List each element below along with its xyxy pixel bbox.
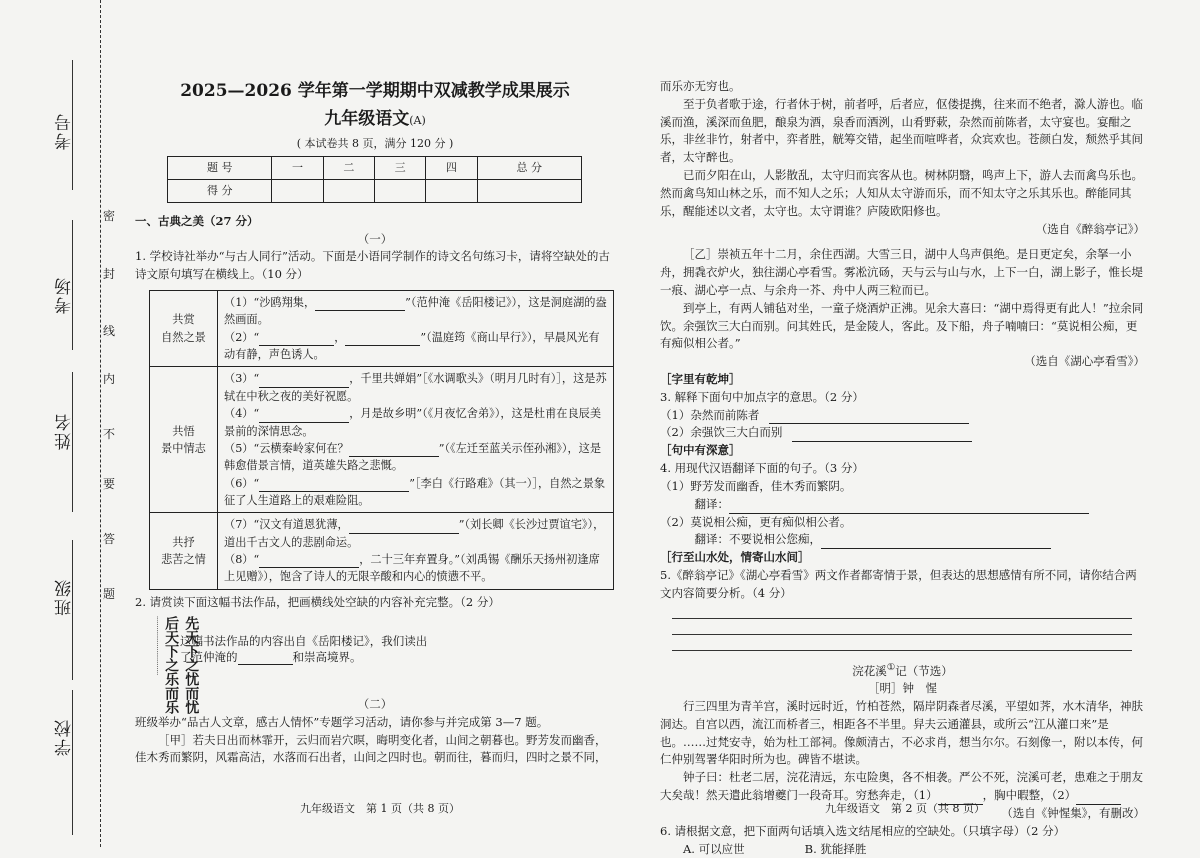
page-footer-1: 九年级语文 第 1 页（共 8 页） bbox=[300, 802, 460, 815]
footnote-mark: ① bbox=[886, 661, 896, 673]
page-1-column bbox=[135, 78, 615, 714]
category-text: 共悟 景中情志 bbox=[161, 424, 206, 455]
answer-blank[interactable] bbox=[1076, 792, 1121, 805]
calligraphy-inscription: ······························· bbox=[153, 615, 160, 675]
calligraphy-question-text bbox=[180, 633, 430, 665]
item-text: （7）“汉文有道恩犹薄， bbox=[224, 518, 349, 532]
source-note: （选自《钟惺集》，有删改） bbox=[1001, 805, 1145, 820]
score-cell: 二 bbox=[323, 156, 374, 179]
q-text: （2）余强饮三大白而别 bbox=[660, 425, 783, 440]
subject-text: 九年级语文 bbox=[324, 109, 410, 130]
title-text: 记（节选） bbox=[895, 663, 953, 678]
activity-intro: 班级举办“品古人文章，感古人情怀”专题学习活动，请你参与并完成第 3—7 题。 bbox=[135, 714, 549, 729]
answer-line[interactable] bbox=[672, 637, 1132, 651]
question-4: 4. 用现代汉语翻译下面的句子。（3 分） bbox=[660, 461, 864, 476]
p-text: 。自宫以西，流江而桥者三，相距各不半里。舁夫 bbox=[683, 716, 936, 731]
item-text: ， bbox=[334, 330, 346, 344]
item-7 bbox=[224, 516, 607, 551]
translation-1 bbox=[660, 496, 1145, 514]
item-text: ，二十三年弃置身。”（刘禹锡《酬乐天扬州初逢席上见赠》），饱含了诗人的无限辛酸和内心的愤懑不平。 bbox=[224, 553, 600, 584]
category-text: 共抒 悲苦之情 bbox=[161, 535, 206, 567]
passage-author: ［明］钟 惺 bbox=[868, 681, 937, 696]
seal-char: 题 bbox=[103, 587, 116, 601]
passage-yi: ［乙］崇祯五年十二月，余住西湖。大雪三日，湖中人鸟声俱绝。是日更定矣，余拏一小舟，拥毳衣炉火，独往湖心亭看雪。雾凇沆砀，天与云与山与水，上下一白，湖上影子，惟长堤一痕、湖心亭一点、与余舟一芥、舟中人两三粒而已。 bbox=[660, 247, 1143, 297]
answer-line[interactable] bbox=[672, 605, 1132, 619]
question-4-1: （1）野芳发而幽香，佳木秀而繁阴。 bbox=[660, 478, 852, 493]
item-6 bbox=[224, 475, 607, 510]
class-line bbox=[72, 540, 73, 680]
page-2-column bbox=[660, 78, 1145, 858]
exam-room-label: 考场 bbox=[55, 276, 75, 314]
item-1 bbox=[224, 294, 607, 329]
translation-2 bbox=[660, 531, 1145, 549]
p-text: 不死，浣溪可老，患难之于朋友大矣哉！然天遣此翁增夔门一段奇耳。穷愁奔走，（1） bbox=[660, 770, 1143, 803]
score-cell: 题 号 bbox=[168, 156, 272, 179]
score-input[interactable] bbox=[374, 179, 425, 202]
q-text: （1）杂然而前陈者 bbox=[660, 407, 760, 422]
exam-subject bbox=[135, 106, 615, 132]
p-text: ，胸中暇整 bbox=[982, 788, 1041, 803]
answer-blank[interactable] bbox=[259, 375, 349, 388]
options bbox=[660, 841, 1145, 858]
exam-title: 2025—2026 学年第一学期期中双减教学成果展示 bbox=[180, 81, 570, 101]
category-cell bbox=[150, 513, 218, 589]
score-value-row bbox=[168, 179, 582, 202]
item-text: ”（《左迁至蓝关示侄孙湘》），这是韩愈借景言情，道英雄失路之悲慨。 bbox=[224, 441, 602, 473]
seal-char: 答 bbox=[103, 532, 116, 546]
answer-blank[interactable] bbox=[238, 652, 293, 665]
binding-margin bbox=[0, 0, 118, 847]
score-cell: 三 bbox=[374, 156, 425, 179]
answer-blank[interactable] bbox=[259, 555, 359, 568]
exam-room-line bbox=[72, 220, 73, 350]
question-3-2 bbox=[660, 424, 1145, 442]
answer-line[interactable] bbox=[672, 621, 1132, 635]
question-6: 6. 请根据文意，把下面两句话填入选文结尾相应的空缺处。（只填字母）（2 分） bbox=[660, 823, 1066, 838]
part-two bbox=[135, 696, 615, 767]
score-input[interactable] bbox=[323, 179, 374, 202]
calligraphy-column-1: 先天下之忧而忧 bbox=[183, 615, 200, 714]
score-cell: 一 bbox=[272, 156, 323, 179]
item-3 bbox=[224, 370, 607, 405]
category-text: 共赏 自然之景 bbox=[161, 313, 206, 344]
p-text: 钟子曰：杜老二居，浣花清远，东屯险奥，各不相袭。严公 bbox=[683, 770, 982, 785]
answer-blank[interactable] bbox=[769, 411, 969, 424]
score-cell: 四 bbox=[426, 156, 477, 179]
exam-number-label: 考号 bbox=[55, 112, 75, 150]
item-cell bbox=[218, 513, 614, 589]
p-text: ，神肤洞达 bbox=[660, 699, 1143, 731]
passage-jia-cont: 而乐亦无穷也。 bbox=[660, 79, 741, 93]
seal-char: 不 bbox=[103, 427, 116, 441]
item-text: （4）“ bbox=[224, 407, 260, 421]
subsection-label: （一） bbox=[357, 231, 393, 246]
calligraphy-column-2: 后天下之乐而乐 bbox=[163, 615, 180, 714]
question-1: 1. 学校诗社举办“与古人同行”活动。下面是小语同学制作的诗文名句练习卡，请将空缺处的古诗文原句填写在横线上。（10 分） bbox=[135, 249, 610, 282]
calligraphy-desc-2 bbox=[180, 649, 430, 665]
score-input[interactable] bbox=[477, 179, 581, 202]
p-text: 云通灌县，或所云“江从灌口来”是也。……过梵安寺，始为杜工部祠。像颇清古，不必求肖，想当尔尔。石刻像一，附以本传，何仁仲别驾署华阳时所为也。碑皆不堪读。 bbox=[660, 716, 1143, 767]
seal-char: 要 bbox=[103, 477, 116, 491]
class-label: 班级 bbox=[55, 578, 75, 616]
score-header-row bbox=[168, 156, 582, 179]
answer-blank[interactable] bbox=[349, 521, 459, 534]
section-heading: 一、古典之美（27 分） bbox=[135, 213, 259, 228]
subsection-label: （二） bbox=[357, 697, 393, 711]
page-footer-2: 九年级语文 第 2 页（共 8 页） bbox=[825, 802, 985, 815]
item-text: ，千里共婵娟”［《水调歌头》（明月几时有）］，这是苏轼在中秋之夜的美好祝愿。 bbox=[224, 372, 607, 403]
item-text: （6）“ bbox=[224, 476, 260, 490]
score-cell: 总 分 bbox=[477, 156, 581, 179]
option-b: B. 犹能择胜 bbox=[804, 841, 867, 856]
desc-text: 了范仲淹的 bbox=[180, 650, 238, 664]
category-cell bbox=[150, 290, 218, 366]
item-text: ”（范仲淹《岳阳楼记》），这是洞庭湖的盎然画面。 bbox=[224, 295, 607, 327]
item-5 bbox=[224, 440, 607, 475]
exam-note: ( 本试卷共 8 页，满分 120 分 ) bbox=[296, 136, 454, 150]
item-text: ，月是故乡明”（《月夜忆舍弟》），这是杜甫在良辰美景前的深情思念。 bbox=[224, 407, 602, 438]
item-text: （8）“ bbox=[224, 553, 260, 567]
exam-number-line bbox=[72, 60, 73, 190]
answer-blank[interactable] bbox=[349, 444, 439, 457]
task-heading: ［句中有深意］ bbox=[660, 443, 741, 458]
school-line bbox=[72, 690, 73, 835]
option-a: A. 可以应世 bbox=[683, 841, 745, 856]
q-text: 翻译：不要说相公您痴， bbox=[694, 532, 821, 547]
school-label: 学校 bbox=[55, 718, 75, 756]
task-heading: ［行至山水处，情寄山水间］ bbox=[660, 550, 810, 565]
answer-blank[interactable] bbox=[792, 429, 972, 442]
score-table bbox=[167, 156, 582, 203]
passage-jia-p2: 至于负者歌于途，行者休于树，前者呼，后者应，伛偻提携，往来而不绝者，滁人游也。临溪而渔，溪深而鱼肥，酿泉为酒，泉香而酒洌，山肴野蔌，杂然而前陈者，太守宴也。宴酣之乐，非丝非竹，射者中，弈者胜，觥筹交错，起坐而喧哗者，众宾欢也。苍颜白发，颓然乎其间者，太守醉也。 bbox=[660, 96, 1143, 165]
title-text: 浣花溪 bbox=[852, 663, 887, 678]
desc-text: 和崇高境界。 bbox=[292, 650, 362, 664]
seal-char: 内 bbox=[103, 372, 116, 386]
item-8 bbox=[224, 551, 607, 586]
item-text: ”［李白《行路难》（其一）］，自然之景象征了人生道路上的艰难险阻。 bbox=[224, 476, 606, 507]
seal-char: 密 bbox=[103, 209, 116, 223]
item-text: （3）“ bbox=[224, 372, 260, 386]
item-text: ”（温庭筠《商山早行》），早晨风光有动有静，声色诱人。 bbox=[224, 330, 600, 362]
passage-bing bbox=[660, 698, 1145, 769]
question-3: 3. 解释下面句中加点字的意思。（2 分） bbox=[660, 389, 864, 404]
item-4 bbox=[224, 405, 607, 440]
answer-blank[interactable] bbox=[259, 333, 334, 346]
score-input[interactable] bbox=[272, 179, 323, 202]
passage-jia: ［甲］若夫日出而林霏开，云归而岩穴暝，晦明变化者，山间之朝暮也。野芳发而幽香，佳木秀而繁阴，风霜高洁，水落而石出者，山间之四时也。朝而往，暮而归，四时之景不同， bbox=[135, 732, 607, 765]
score-cell: 得 分 bbox=[168, 179, 272, 202]
answer-blank[interactable] bbox=[259, 479, 409, 492]
answer-blank[interactable] bbox=[259, 410, 349, 423]
item-2 bbox=[224, 329, 607, 364]
answer-blank[interactable] bbox=[729, 501, 1089, 514]
item-text: （5）“云横秦岭家何在？ bbox=[224, 441, 349, 455]
answer-blank[interactable] bbox=[821, 536, 1051, 549]
passage-yi-p2: 到亭上，有两人铺毡对坐，一童子烧酒炉正沸。见余大喜曰：“湖中焉得更有此人！”拉余同饮。余强饮三大白而别。问其姓氏，是金陵人，客此。及下船，舟子喃喃曰：“莫说相公痴，更有痴似相公者。” bbox=[660, 300, 1144, 351]
item-cell bbox=[218, 367, 614, 513]
name-label: 姓名 bbox=[55, 412, 75, 450]
seal-char: 线 bbox=[103, 324, 116, 338]
score-input[interactable] bbox=[426, 179, 477, 202]
calligraphy-desc: 这幅书法作品的内容出自《岳阳楼记》，我们读出 bbox=[180, 634, 428, 648]
question-5: 5.《醉翁亭记》《湖心亭看雪》两文作者都寄情于景，但表达的思想感情有所不同，请你结合两文内容简要分析。（4 分） bbox=[660, 567, 1137, 600]
question-4-2: （2）莫说相公痴，更有痴似相公者。 bbox=[660, 514, 852, 529]
answer-blank[interactable] bbox=[345, 333, 420, 346]
q-text: 翻译： bbox=[694, 496, 729, 511]
passage-title bbox=[660, 661, 1145, 681]
item-text: （1）“沙鸥翔集， bbox=[224, 295, 316, 309]
p-text: ，（2） bbox=[1040, 788, 1077, 803]
task-heading: ［字里有乾坤］ bbox=[660, 372, 741, 386]
question-3-1 bbox=[660, 407, 1145, 425]
p-text: 行三四里为青羊宫，溪时远时近，竹柏苍然，隔岸阴森者尽溪，平望如荠，水木清华 bbox=[683, 699, 1109, 714]
seal-dashed-line bbox=[100, 0, 101, 847]
question-2: 2. 请赏读下面这幅书法作品，把画横线处空缺的内容补充完整。（2 分） bbox=[135, 594, 500, 609]
source-note: （选自《湖心亭看雪》） bbox=[1024, 354, 1145, 369]
answer-blank[interactable] bbox=[315, 298, 405, 311]
name-line bbox=[72, 372, 73, 512]
poem-card-table bbox=[149, 290, 614, 590]
variant-text: (A) bbox=[409, 114, 426, 128]
item-text: ”（刘长卿《长沙过贾谊宅》），道出千古文人的悲剧命运。 bbox=[224, 518, 605, 549]
item-cell bbox=[218, 290, 614, 366]
item-text: （2）“ bbox=[224, 330, 260, 344]
passage-jia-p3: 已而夕阳在山，人影散乱，太守归而宾客从也。树林阴翳，鸣声上下，游人去而禽鸟乐也。然而禽鸟知山林之乐，而不知人之乐；人知从太守游而乐，而不知太守之乐其乐也。醉能同其乐，醒能述以文者，太守也。太守谓谁？庐陵欧阳修也。 bbox=[660, 168, 1143, 218]
seal-char: 封 bbox=[103, 267, 116, 281]
category-cell bbox=[150, 367, 218, 513]
source-note: （选自《醉翁亭记》） bbox=[1035, 221, 1145, 236]
